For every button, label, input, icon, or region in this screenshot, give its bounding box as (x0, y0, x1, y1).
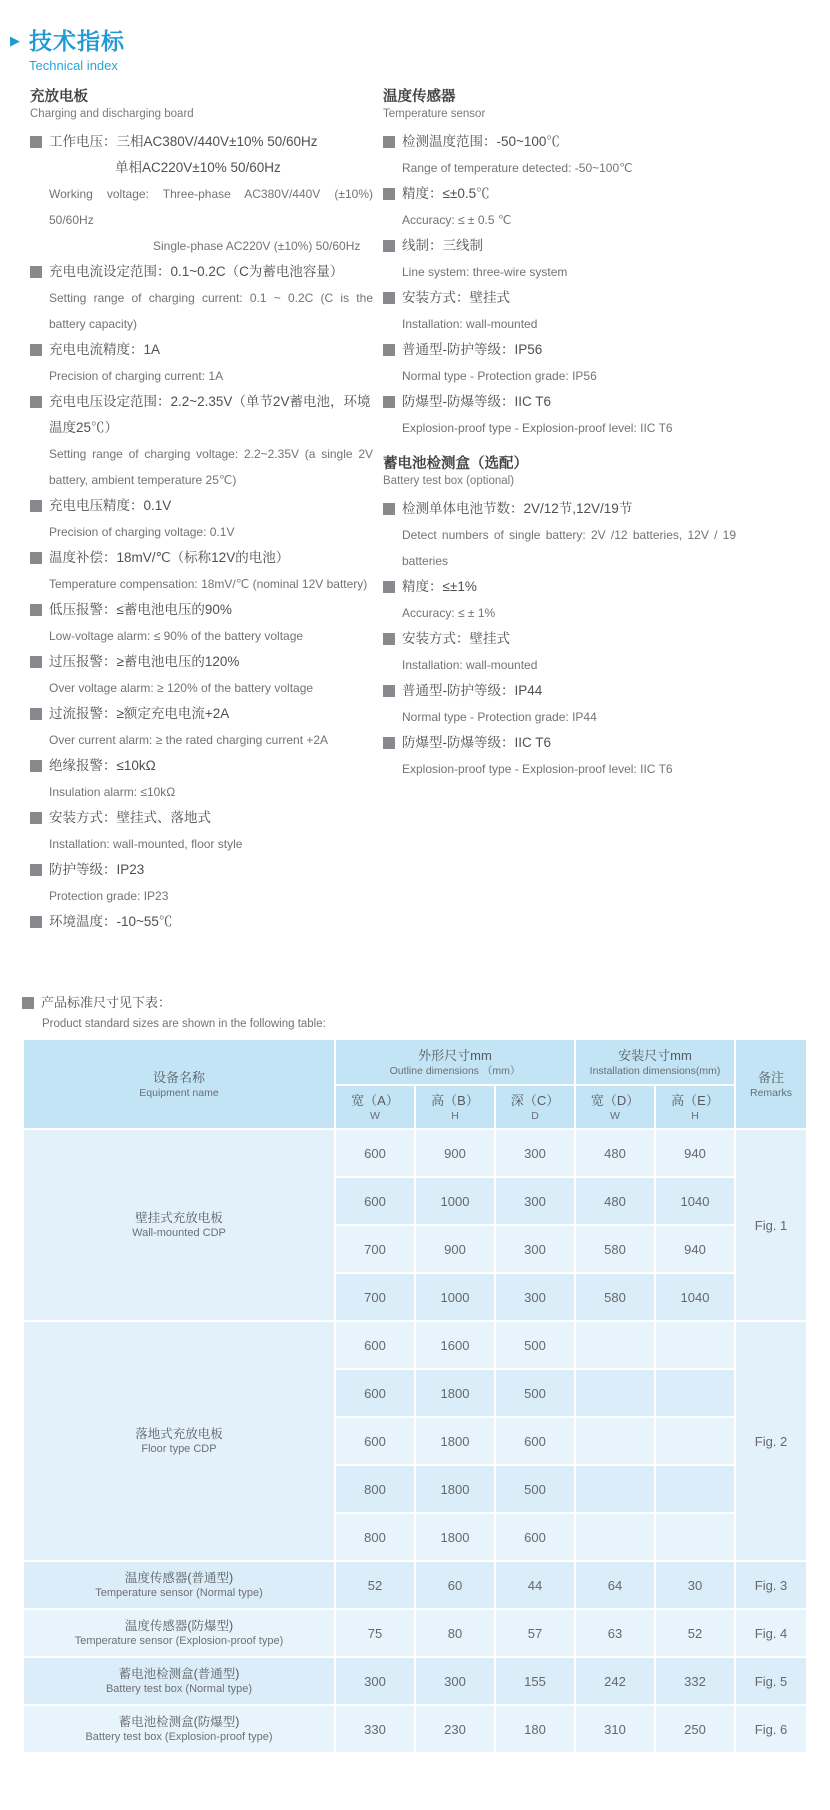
spec-text-en: Accuracy: ≤ ± 0.5 ℃ (402, 213, 512, 227)
spec-text-en: Accuracy: ≤ ± 1% (402, 606, 496, 620)
dimension-cell-2: 300 (496, 1130, 574, 1176)
square-bullet-icon (30, 604, 42, 616)
dimension-cell-1: 80 (416, 1610, 494, 1656)
table-row (24, 1130, 806, 1176)
spec-line-zh (30, 259, 373, 285)
spec-line-zh (383, 233, 736, 259)
spec-line-zh (383, 626, 736, 652)
spec-text-zh: 普通型-防护等级：IP56 (402, 342, 543, 357)
spec-section-temperature-sensor (383, 88, 736, 441)
spec-text-en: Normal type - Protection grade: IP44 (402, 710, 597, 724)
dimension-cell-2: 300 (496, 1226, 574, 1272)
dimension-cell-0: 600 (336, 1322, 414, 1368)
dimension-cell-2: 180 (496, 1706, 574, 1752)
colgroup-outline-dimensions-en: Outline dimensions （mm） (389, 1064, 521, 1077)
equipment-name-cell (24, 1562, 334, 1608)
subcol-3-zh: 宽（D） (590, 1092, 640, 1108)
table-row (24, 1610, 806, 1656)
dimension-cell-2: 500 (496, 1370, 574, 1416)
dimension-cell-3 (576, 1466, 654, 1512)
colgroup-installation-dimensions (576, 1040, 734, 1084)
equipment-name-zh: 蓄电池检测盒(普通型) (118, 1666, 240, 1681)
dimension-cell-0: 75 (336, 1610, 414, 1656)
dimension-cell-1: 300 (416, 1658, 494, 1704)
dimension-cell-2: 155 (496, 1658, 574, 1704)
equipment-name-zh: 蓄电池检测盒(防爆型) (118, 1714, 240, 1729)
spec-item (30, 493, 373, 545)
spec-text-zh: 安装方式：壁挂式 (402, 631, 510, 646)
spec-line-zh (383, 389, 736, 415)
spec-item (383, 626, 736, 678)
dimension-cell-4: 332 (656, 1658, 734, 1704)
square-bullet-icon (383, 292, 395, 304)
equipment-name-en: Battery test box (Explosion-proof type) (85, 1730, 273, 1743)
section-arrow-icon: ▶ (10, 33, 20, 48)
spec-text-zh: 过流报警：≥额定充电电流+2A (49, 706, 230, 721)
subcol-0-zh: 宽（A） (351, 1092, 399, 1108)
equipment-name-cell (24, 1658, 334, 1704)
spec-item (30, 597, 373, 649)
spec-text-en: Installation: wall-mounted (402, 317, 538, 331)
spec-text-zh: 精度：≤±1% (402, 579, 477, 594)
spec-text-en: Low-voltage alarm: ≤ 90% of the battery voltage (49, 629, 304, 643)
spec-line-zh (30, 129, 373, 155)
dimension-cell-1: 1800 (416, 1418, 494, 1464)
equipment-name-en: Battery test box (Normal type) (105, 1682, 253, 1695)
spec-text-zh: 精度：≤±0.5℃ (402, 186, 490, 201)
equipment-name-en: Temperature sensor (Normal type) (95, 1586, 263, 1599)
subcol-4-zh: 高（E） (671, 1092, 719, 1108)
dimension-cell-3: 480 (576, 1130, 654, 1176)
spec-item (30, 259, 373, 337)
table-note-zh: 产品标准尺寸见下表： (41, 995, 172, 1010)
col-remarks-zh: 备注 (758, 1069, 785, 1085)
dimension-cell-3: 580 (576, 1226, 654, 1272)
spec-text-en: Over current alarm: ≥ the rated charging current +2A (49, 733, 329, 747)
equipment-name-zh: 落地式充放电板 (135, 1426, 223, 1441)
dimension-cell-3: 63 (576, 1610, 654, 1656)
spec-text-zh-extra: 单相AC220V±10% 50/60Hz (115, 160, 281, 175)
subcol-2 (496, 1086, 574, 1128)
colgroup-outline-dimensions-zh: 外形尺寸mm (418, 1047, 492, 1063)
spec-line-zh (383, 285, 736, 311)
square-bullet-icon (30, 396, 42, 408)
spec-item (30, 857, 373, 909)
colgroup-installation-dimensions-zh: 安装尺寸mm (618, 1047, 692, 1063)
spec-line-zh (30, 701, 373, 727)
spec-section-battery-test-box (383, 455, 736, 782)
spec-text-zh: 安装方式：壁挂式、落地式 (49, 810, 211, 825)
spec-item (30, 649, 373, 701)
square-bullet-icon (30, 916, 42, 928)
spec-item (383, 337, 736, 389)
spec-text-zh: 绝缘报警：≤10kΩ (49, 758, 156, 773)
spec-text-en: Explosion-proof type - Explosion-proof level: IIC T6 (402, 762, 673, 776)
square-bullet-icon (30, 344, 42, 356)
table-row (24, 1658, 806, 1704)
spec-item (383, 730, 736, 782)
dimension-cell-0: 600 (336, 1418, 414, 1464)
spec-text-zh: 检测单体电池节数：2V/12节,12V/19节 (402, 501, 633, 516)
spec-item (30, 701, 373, 753)
spec-item (30, 909, 373, 935)
square-bullet-icon (30, 812, 42, 824)
section-title-en: Battery test box (optional) (383, 475, 515, 487)
spec-item (383, 496, 736, 574)
square-bullet-icon (383, 188, 395, 200)
spec-item (383, 285, 736, 337)
spec-text-en: Installation: wall-mounted (402, 658, 538, 672)
dimension-cell-4 (656, 1466, 734, 1512)
spec-line-zh (383, 574, 736, 600)
dimension-cell-0: 330 (336, 1706, 414, 1752)
dimension-cell-3: 242 (576, 1658, 654, 1704)
equipment-name-cell (24, 1610, 334, 1656)
spec-line-zh (30, 753, 373, 779)
spec-text-en: Protection grade: IP23 (49, 889, 169, 903)
subcol-0 (336, 1086, 414, 1128)
remark-cell: Fig. 5 (736, 1658, 806, 1704)
spec-item (30, 753, 373, 805)
spec-text-en: Normal type - Protection grade: IP56 (402, 369, 597, 383)
spec-item (383, 129, 736, 181)
dimension-cell-4: 940 (656, 1130, 734, 1176)
spec-line-zh (383, 129, 736, 155)
spec-text-zh: 工作电压：三相AC380V/440V±10% 50/60Hz (49, 134, 318, 149)
dimension-cell-3 (576, 1322, 654, 1368)
equipment-name-en: Floor type CDP (141, 1442, 217, 1455)
subcol-1 (416, 1086, 494, 1128)
spec-line-zh (30, 493, 373, 519)
spec-line-zh (383, 181, 736, 207)
dimension-cell-4 (656, 1370, 734, 1416)
square-bullet-icon (30, 552, 42, 564)
dimension-cell-0: 52 (336, 1562, 414, 1608)
spec-text-en: Temperature compensation: 18mV/℃ (nominal 12V battery) (49, 577, 368, 591)
dimension-cell-2: 500 (496, 1322, 574, 1368)
dimension-cell-0: 300 (336, 1658, 414, 1704)
dimension-cell-0: 600 (336, 1178, 414, 1224)
spec-line-zh (30, 545, 373, 571)
table-note (22, 992, 622, 1034)
dimension-cell-2: 600 (496, 1514, 574, 1560)
dimension-cell-0: 800 (336, 1514, 414, 1560)
dimension-cell-2: 300 (496, 1178, 574, 1224)
colgroup-outline-dimensions (336, 1040, 574, 1084)
section-title-zh: 充放电板 (30, 89, 88, 105)
square-bullet-icon (30, 136, 42, 148)
table-note-en: Product standard sizes are shown in the following table: (42, 1018, 326, 1030)
section-title-en: Charging and discharging board (30, 108, 194, 120)
page-title: 技术指标 (29, 28, 125, 54)
spec-item (30, 129, 373, 259)
equipment-name-zh: 壁挂式充放电板 (135, 1210, 223, 1225)
spec-line-zh (383, 730, 736, 756)
dimension-cell-0: 700 (336, 1274, 414, 1320)
spec-item (383, 574, 736, 626)
spec-text-en: Insulation alarm: ≤10kΩ (49, 785, 176, 799)
spec-line-zh (30, 649, 373, 675)
spec-line-zh (383, 678, 736, 704)
dimension-cell-2: 300 (496, 1274, 574, 1320)
dimension-cell-2: 500 (496, 1466, 574, 1512)
spec-line-zh (383, 337, 736, 363)
spec-text-en: Installation: wall-mounted, floor style (49, 837, 243, 851)
spec-line-zh (383, 496, 736, 522)
spec-line-zh (30, 857, 373, 883)
spec-line-zh (30, 597, 373, 623)
equipment-name-cell (24, 1706, 334, 1752)
section-title-zh: 温度传感器 (383, 89, 456, 105)
equipment-name-cell (24, 1322, 334, 1560)
equipment-name-en: Wall-mounted CDP (132, 1226, 226, 1239)
spec-item (383, 181, 736, 233)
square-bullet-icon (30, 500, 42, 512)
subcol-1-zh: 高（B） (431, 1092, 479, 1108)
spec-item (30, 805, 373, 857)
remark-cell: Fig. 3 (736, 1562, 806, 1608)
spec-text-en: Over voltage alarm: ≥ 120% of the battery voltage (49, 681, 314, 695)
dimension-cell-3: 64 (576, 1562, 654, 1608)
page-subtitle: Technical index (29, 58, 118, 73)
spec-line-zh (30, 337, 373, 363)
dimension-cell-1: 60 (416, 1562, 494, 1608)
spec-text-en: Precision of charging voltage: 0.1V (49, 525, 235, 539)
section-title-zh: 蓄电池检测盒（选配） (383, 456, 528, 472)
square-bullet-icon (383, 240, 395, 252)
dimension-cell-3: 580 (576, 1274, 654, 1320)
dimension-cell-1: 1000 (416, 1178, 494, 1224)
square-bullet-icon (383, 396, 395, 408)
subcol-0-en: W (370, 1109, 380, 1122)
subcol-2-en: D (531, 1109, 539, 1122)
spec-text-zh: 普通型-防护等级：IP44 (402, 683, 543, 698)
subcol-4-en: H (691, 1109, 699, 1122)
dimension-cell-3 (576, 1418, 654, 1464)
dimension-cell-4: 250 (656, 1706, 734, 1752)
spec-section-charging-board (30, 88, 373, 935)
spec-text-en: Line system: three-wire system (402, 265, 568, 279)
spec-text-en: Range of temperature detected: -50~100℃ (402, 161, 633, 175)
dimension-cell-1: 1600 (416, 1322, 494, 1368)
dimension-cell-4 (656, 1418, 734, 1464)
remark-cell: Fig. 4 (736, 1610, 806, 1656)
spec-text-zh: 充电电流精度：1A (49, 342, 161, 357)
spec-text-en: Precision of charging current: 1A (49, 369, 224, 383)
dimension-cell-1: 1000 (416, 1274, 494, 1320)
colgroup-installation-dimensions-en: Installation dimensions(mm) (589, 1064, 721, 1077)
dimension-cell-2: 600 (496, 1418, 574, 1464)
dimension-cell-4: 1040 (656, 1178, 734, 1224)
left-column (30, 88, 373, 935)
equipment-name-zh: 温度传感器(普通型) (124, 1570, 234, 1585)
spec-text-en: Working voltage: Three-phase AC380V/440V (±10%) 50/60Hz (49, 187, 373, 227)
spec-line-zh (30, 389, 373, 441)
spec-text-zh: 温度补偿：18mV/℃（标称12V的电池） (49, 550, 290, 565)
page-header (10, 26, 125, 73)
col-remarks-en: Remarks (750, 1086, 793, 1099)
dimension-cell-1: 230 (416, 1706, 494, 1752)
equipment-name-cell (24, 1130, 334, 1320)
subcol-3-en: W (610, 1109, 620, 1122)
square-bullet-icon (383, 685, 395, 697)
dimension-cell-0: 700 (336, 1226, 414, 1272)
table-row (24, 1322, 806, 1368)
spec-item (383, 233, 736, 285)
spec-item (30, 389, 373, 493)
spec-text-zh: 充电电流设定范围：0.1~0.2C（C为蓄电池容量） (49, 264, 344, 279)
table-note-zh-line (22, 992, 622, 1014)
size-table (22, 1038, 808, 1754)
dimension-cell-4: 30 (656, 1562, 734, 1608)
square-bullet-icon (383, 737, 395, 749)
spec-text-zh: 线制：三线制 (402, 238, 483, 253)
spec-text-en: Setting range of charging voltage: 2.2~2.35V (a single 2V battery, ambient temperature 25℃) (49, 447, 373, 487)
spec-text-en: Detect numbers of single battery: 2V /12 batteries, 12V / 19 batteries (402, 528, 736, 568)
spec-text-zh: 低压报警：≤蓄电池电压的90% (49, 602, 232, 617)
spec-item (383, 678, 736, 730)
right-column (383, 88, 736, 782)
square-bullet-icon (22, 997, 34, 1009)
table-header-row-groups (24, 1040, 806, 1084)
square-bullet-icon (383, 344, 395, 356)
col-equipment-name (24, 1040, 334, 1128)
dimension-cell-4 (656, 1514, 734, 1560)
dimension-cell-0: 600 (336, 1130, 414, 1176)
col-remarks (736, 1040, 806, 1128)
col-equipment-name-en: Equipment name (139, 1086, 219, 1099)
dimension-cell-4: 940 (656, 1226, 734, 1272)
spec-text-zh: 过压报警：≥蓄电池电压的120% (49, 654, 240, 669)
dimension-cell-2: 57 (496, 1610, 574, 1656)
square-bullet-icon (383, 633, 395, 645)
spec-text-en: Explosion-proof type - Explosion-proof level: IIC T6 (402, 421, 673, 435)
dimension-cell-1: 1800 (416, 1466, 494, 1512)
dimension-cell-1: 900 (416, 1226, 494, 1272)
dimension-cell-4 (656, 1322, 734, 1368)
dimension-cell-1: 1800 (416, 1514, 494, 1560)
square-bullet-icon (30, 760, 42, 772)
section-title-en: Temperature sensor (383, 108, 486, 120)
subcol-3 (576, 1086, 654, 1128)
spec-text-zh: 防爆型-防爆等级：IIC T6 (402, 394, 552, 409)
col-equipment-name-zh: 设备名称 (152, 1069, 205, 1085)
equipment-name-en: Temperature sensor (Explosion-proof type) (74, 1634, 284, 1647)
remark-cell: Fig. 6 (736, 1706, 806, 1752)
spec-line-zh (30, 909, 373, 935)
remark-cell: Fig. 1 (736, 1130, 806, 1320)
spec-text-zh: 充电电压设定范围：2.2~2.35V（单节2V蓄电池，环境温度25℃） (49, 394, 371, 435)
dimension-cell-3: 310 (576, 1706, 654, 1752)
square-bullet-icon (30, 656, 42, 668)
dimension-cell-4: 1040 (656, 1274, 734, 1320)
spec-text-zh: 环境温度：-10~55℃ (49, 914, 173, 929)
spec-item (30, 337, 373, 389)
equipment-name-zh: 温度传感器(防爆型) (124, 1618, 234, 1633)
dimension-cell-3 (576, 1370, 654, 1416)
spec-line-zh (30, 805, 373, 831)
spec-item (30, 545, 373, 597)
title-block (29, 26, 125, 73)
square-bullet-icon (30, 266, 42, 278)
dimension-cell-0: 800 (336, 1466, 414, 1512)
spec-text-en: Setting range of charging current: 0.1 ~ 0.2C (C is the battery capacity) (49, 291, 373, 331)
spec-text-zh: 充电电压精度：0.1V (49, 498, 172, 513)
dimension-cell-0: 600 (336, 1370, 414, 1416)
dimension-cell-1: 900 (416, 1130, 494, 1176)
subcol-4 (656, 1086, 734, 1128)
spec-item (383, 389, 736, 441)
square-bullet-icon (383, 503, 395, 515)
table-row (24, 1706, 806, 1752)
spec-text-zh: 安装方式：壁挂式 (402, 290, 510, 305)
spec-text-zh: 防爆型-防爆等级：IIC T6 (402, 735, 552, 750)
subcol-2-zh: 深（C） (510, 1092, 560, 1108)
square-bullet-icon (30, 708, 42, 720)
dimension-cell-3: 480 (576, 1178, 654, 1224)
square-bullet-icon (383, 136, 395, 148)
table-row (24, 1562, 806, 1608)
dimension-cell-4: 52 (656, 1610, 734, 1656)
dimension-cell-3 (576, 1514, 654, 1560)
remark-cell: Fig. 2 (736, 1322, 806, 1560)
square-bullet-icon (383, 581, 395, 593)
spec-text-zh: 防护等级：IP23 (49, 862, 145, 877)
spec-text-en-extra: Single-phase AC220V (±10%) 50/60Hz (153, 239, 361, 253)
square-bullet-icon (30, 864, 42, 876)
spec-text-zh: 检测温度范围：-50~100℃ (402, 134, 560, 149)
subcol-1-en: H (451, 1109, 459, 1122)
dimension-cell-1: 1800 (416, 1370, 494, 1416)
dimension-cell-2: 44 (496, 1562, 574, 1608)
